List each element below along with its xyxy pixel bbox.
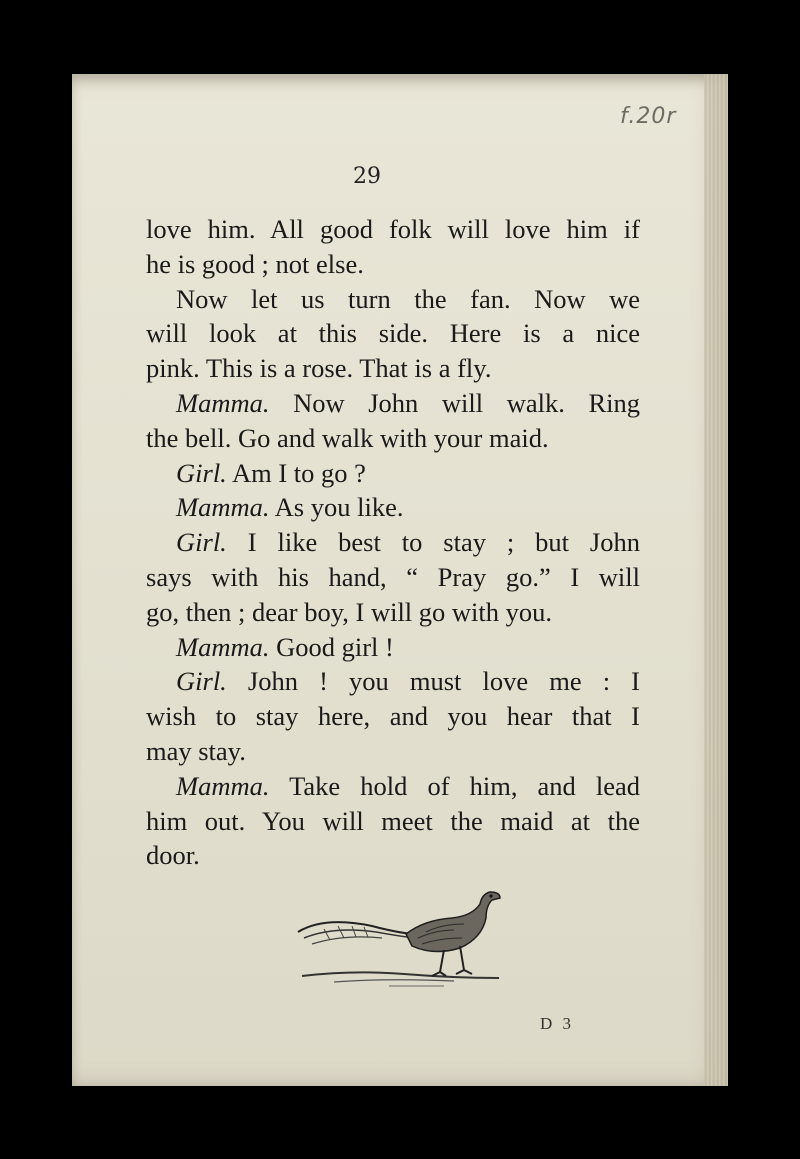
text-line bbox=[146, 838, 640, 873]
signature-mark: D 3 bbox=[540, 1014, 575, 1033]
line-text: the bell. Go and walk with your maid. bbox=[146, 422, 549, 453]
speaker-name: Mamma. bbox=[176, 770, 270, 801]
book-page bbox=[72, 74, 728, 1086]
speaker-name: Mamma. bbox=[176, 631, 270, 662]
text-line bbox=[146, 212, 640, 247]
text-line bbox=[146, 421, 640, 456]
line-text: him out. You will meet the maid at the bbox=[146, 805, 640, 836]
text-line bbox=[146, 490, 640, 525]
text-line bbox=[146, 247, 640, 282]
line-text: John ! you must love me : I bbox=[226, 666, 640, 697]
speaker-name: Girl. bbox=[176, 527, 227, 558]
text-line bbox=[146, 282, 640, 317]
pencil-folio-note: f.20r bbox=[620, 104, 677, 129]
text-line bbox=[146, 525, 640, 560]
text-line bbox=[146, 699, 640, 734]
line-text: door. bbox=[146, 840, 200, 871]
text-line bbox=[146, 316, 640, 351]
text-line bbox=[146, 804, 640, 839]
text-line bbox=[146, 734, 640, 769]
speaker-name: Girl. bbox=[176, 457, 227, 488]
line-text: love him. All good folk will love him if bbox=[146, 214, 640, 244]
line-text: says with his hand, “ Pray go.” I will bbox=[146, 561, 640, 592]
speaker-name: Mamma. bbox=[176, 387, 270, 418]
text-line bbox=[146, 769, 640, 804]
line-text: may stay. bbox=[146, 735, 246, 766]
line-text: go, then ; dear boy, I will go with you. bbox=[146, 596, 553, 627]
speaker-name: Girl. bbox=[176, 666, 227, 697]
line-text: Take hold of him, and lead bbox=[269, 770, 640, 801]
line-text: he is good ; not else. bbox=[146, 248, 364, 279]
text-line bbox=[146, 630, 640, 665]
speaker-name: Mamma. bbox=[176, 492, 270, 523]
line-text: I like best to stay ; but John bbox=[226, 527, 640, 558]
line-text: Now let us turn the fan. Now we bbox=[176, 283, 640, 314]
text-line bbox=[146, 595, 640, 630]
line-text: pink. This is a rose. That is a fly. bbox=[146, 353, 492, 384]
body-text bbox=[146, 212, 640, 873]
text-line bbox=[146, 664, 640, 699]
text-line bbox=[146, 386, 640, 421]
pheasant-illustration bbox=[294, 882, 506, 994]
line-text: wish to stay here, and you hear that I bbox=[146, 701, 640, 732]
line-text: As you like. bbox=[269, 492, 404, 523]
line-text: Good girl ! bbox=[269, 631, 394, 662]
line-text: Am I to go ? bbox=[226, 457, 366, 488]
line-text: Now John will walk. Ring bbox=[269, 387, 640, 418]
page-edge bbox=[704, 74, 728, 1086]
line-text: will look at this side. Here is a nice bbox=[146, 318, 640, 349]
text-line bbox=[146, 351, 640, 386]
text-line bbox=[146, 456, 640, 491]
page-number: 29 bbox=[353, 164, 381, 189]
text-line bbox=[146, 560, 640, 595]
